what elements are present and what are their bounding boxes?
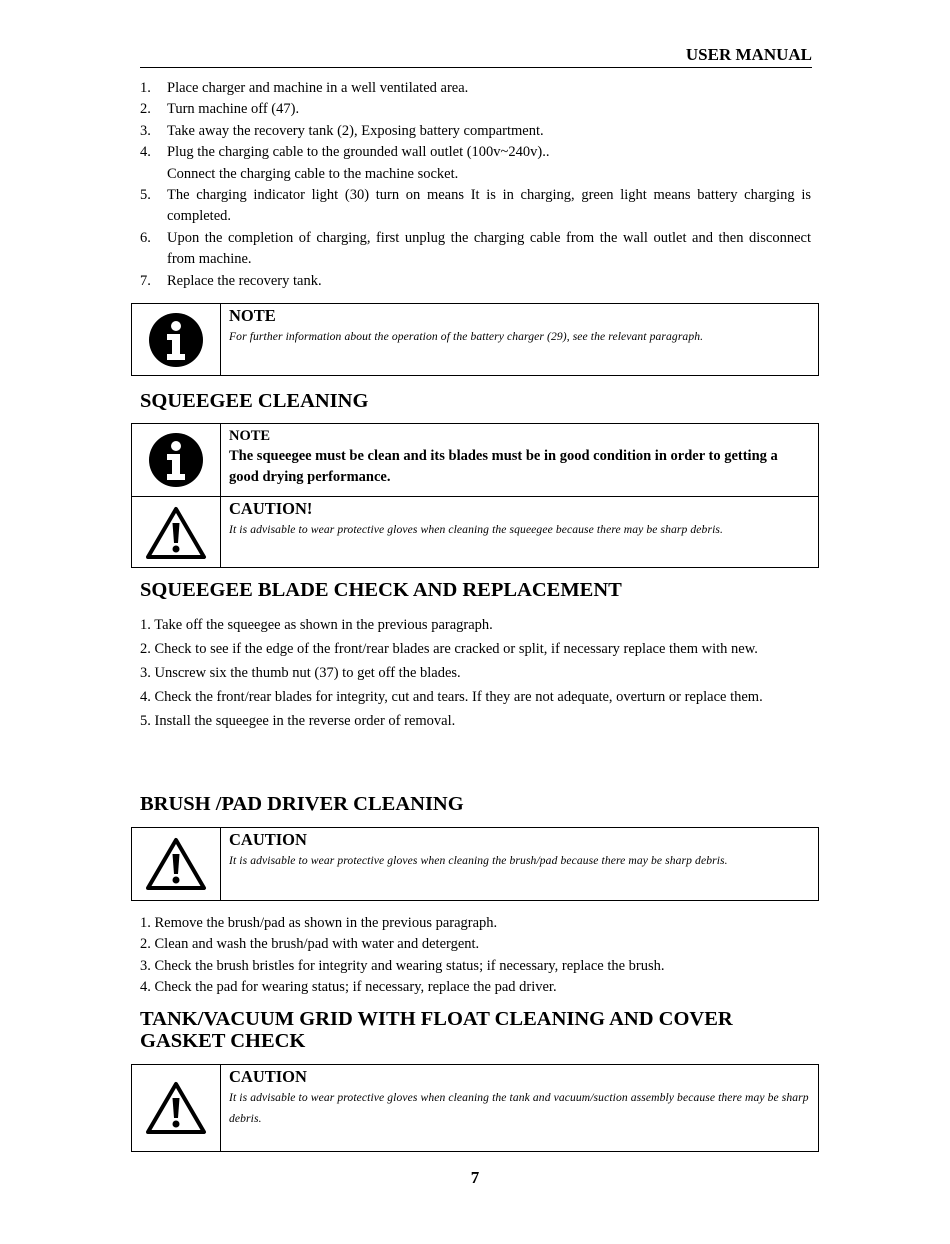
blade-check-steps: [140, 613, 811, 733]
brush-cleaning-steps: [140, 913, 811, 998]
list-item: 1. Take off the squeegee as shown in the previous paragraph.: [140, 617, 493, 633]
page-header: [140, 45, 812, 68]
list-item: 5. Install the squeegee in the reverse order of removal.: [140, 713, 456, 729]
note-title: NOTE: [229, 306, 276, 325]
list-item: 3. Take away the recovery tank (2), Exposing battery compartment.: [140, 122, 544, 139]
charging-steps-list: [140, 78, 811, 292]
list-item: 2. Check to see if the edge of the front/rear blades are cracked or split, if necessary replace them with new.: [140, 641, 758, 657]
list-item: 4. Plug the charging cable to the grounded wall outlet (100v~240v).. Connect the charging cable to the machine socket.: [140, 144, 550, 182]
list-item: 5. The charging indicator light (30) turn on means It is in charging, green light means battery charging is completed.: [140, 187, 811, 225]
caution-title: CAUTION: [229, 1067, 307, 1086]
note-body: The squeegee must be clean and its blades must be in good condition in order to getting a good drying performance.: [229, 448, 778, 485]
squeegee-notice-box: [131, 423, 819, 568]
list-item: 4. Check the front/rear blades for integrity, cut and tears. If they are not adequate, overturn or replace them.: [140, 689, 763, 705]
caution-title: CAUTION: [229, 830, 307, 849]
list-item: 2. Clean and wash the brush/pad with water and detergent.: [140, 936, 480, 953]
warning-icon: [145, 1081, 207, 1135]
caution-box: [131, 827, 819, 901]
warning-icon: [145, 506, 207, 560]
caution-body: It is advisable to wear protective gloves when cleaning the tank and vacuum/suction assembly because there may be sharp debris.: [229, 1091, 809, 1125]
section-heading: TANK/VACUUM GRID WITH FLOAT CLEANING AND COVER GASKET CHECK: [140, 1008, 733, 1052]
list-item: 6. Upon the completion of charging, first unplug the charging cable from the wall outlet and then disconnect from machine.: [140, 229, 811, 268]
note-body: For further information about the operation of the battery charger (29), see the relevant paragraph.: [229, 330, 704, 343]
list-item: 1. Remove the brush/pad as shown in the previous paragraph.: [140, 915, 498, 931]
page-number: 7: [470, 1168, 480, 1187]
list-item: 3. Check the brush bristles for integrity and wearing status; if necessary, replace the brush.: [140, 957, 665, 974]
section-heading: BRUSH /PAD DRIVER CLEANING: [140, 793, 464, 815]
header-title: USER MANUAL: [685, 45, 812, 64]
section-heading: SQUEEGEE CLEANING: [140, 390, 369, 412]
list-item: 3. Unscrew six the thumb nut (37) to get off the blades.: [140, 665, 461, 681]
info-icon: [148, 312, 204, 368]
list-item: 2. Turn machine off (47).: [140, 101, 300, 118]
note-box: [131, 303, 819, 376]
list-item: 4. Check the pad for wearing status; if necessary, replace the pad driver.: [140, 978, 557, 995]
list-item: 1. Place charger and machine in a well ventilated area.: [140, 80, 469, 96]
caution-title: CAUTION!: [229, 499, 313, 518]
warning-icon: [145, 837, 207, 891]
caution-box: [131, 1064, 819, 1152]
note-title: NOTE: [229, 428, 271, 444]
caution-body: It is advisable to wear protective gloves when cleaning the brush/pad because there may be sharp debris.: [229, 854, 728, 867]
info-icon: [148, 432, 204, 488]
list-item: 7. Replace the recovery tank.: [140, 272, 322, 289]
section-heading: SQUEEGEE BLADE CHECK AND REPLACEMENT: [140, 579, 622, 601]
caution-body: It is advisable to wear protective gloves when cleaning the squeegee because there may be sharp debris.: [229, 523, 723, 536]
